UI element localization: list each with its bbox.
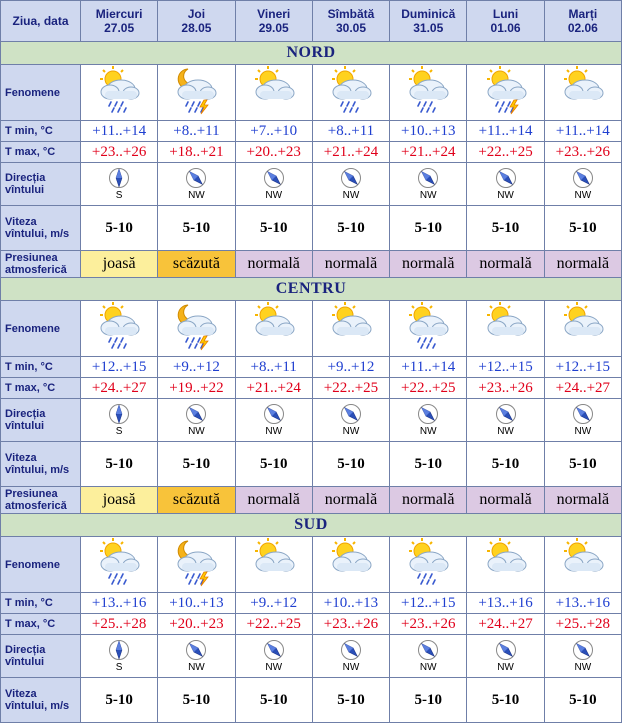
compass-icon (158, 403, 234, 425)
tmax-value: +23..+26 (81, 142, 158, 163)
tmax-row (1, 614, 622, 635)
wind-speed-value: 5-10 (81, 678, 158, 723)
wind-direction-label: NW (419, 662, 437, 673)
tmin-value: +7..+10 (235, 121, 312, 142)
tmin-value: +9..+12 (235, 593, 312, 614)
wind-direction-cell (390, 163, 467, 206)
compass-icon (545, 167, 621, 189)
tmax-value: +22..+25 (312, 378, 389, 399)
tmin-value: +13..+16 (544, 593, 621, 614)
wind-direction-label: S (115, 662, 123, 673)
weather-cell (312, 537, 389, 593)
compass-icon (81, 639, 157, 661)
weather-cell (467, 65, 544, 121)
wind-direction-cell (81, 635, 158, 678)
compass-icon (236, 639, 312, 661)
wind-direction-cell (544, 163, 621, 206)
wind-speed-value: 5-10 (235, 442, 312, 487)
wind-direction-cell (544, 635, 621, 678)
cloud-rain-sun-icon (400, 574, 456, 591)
weather-cell (81, 537, 158, 593)
cloud-thunder-moon-icon (168, 574, 224, 591)
tmin-value: +11..+14 (544, 121, 621, 142)
pressure-value: normală (544, 487, 621, 514)
wind-direction-cell (312, 635, 389, 678)
wind-direction-label: NW (342, 662, 360, 673)
wind-speed-value: 5-10 (544, 442, 621, 487)
tmin-value: +10..+13 (158, 593, 235, 614)
row-label: Direcția vîntului (1, 399, 81, 442)
wind-direction-label: NW (419, 426, 437, 437)
wind-speed-value: 5-10 (158, 206, 235, 251)
wind-direction-label: NW (497, 426, 514, 437)
compass-icon (158, 167, 234, 189)
tmin-row (1, 357, 622, 378)
wind-direction-label: NW (419, 190, 437, 201)
day-header (312, 1, 389, 42)
weather-cell (312, 301, 389, 357)
wind-direction-cell (158, 399, 235, 442)
cloud-rain-sun-icon (91, 574, 147, 591)
tmax-value: +25..+28 (544, 614, 621, 635)
pressure-value: joasă (81, 487, 158, 514)
tmax-value: +21..+24 (390, 142, 467, 163)
partly-cloudy-icon (323, 574, 379, 591)
tmax-value: +22..+25 (467, 142, 544, 163)
row-label: Viteza vîntului, m/s (1, 206, 81, 251)
row-label: Direcția vîntului (1, 635, 81, 678)
wind-direction-label: NW (188, 190, 205, 201)
wind-direction-row (1, 163, 622, 206)
row-label: Presiunea atmosferică (1, 251, 81, 278)
pressure-value: normală (312, 487, 389, 514)
cloud-rain-sun-icon (91, 338, 147, 355)
wind-speed-value: 5-10 (81, 206, 158, 251)
day-date: 29.05 (258, 21, 289, 35)
wind-direction-label: S (115, 190, 123, 201)
pressure-value: normală (544, 251, 621, 278)
day-name: Miercuri (95, 7, 143, 21)
region-row (1, 278, 622, 301)
wind-speed-value: 5-10 (81, 442, 158, 487)
day-header (158, 1, 235, 42)
wind-speed-value: 5-10 (235, 678, 312, 723)
day-header (235, 1, 312, 42)
phenomena-row (1, 301, 622, 357)
wind-direction-cell (544, 399, 621, 442)
cloud-thunder-moon-icon (168, 338, 224, 355)
region-row (1, 514, 622, 537)
compass-icon (467, 167, 543, 189)
wind-direction-label: NW (188, 662, 205, 673)
row-label: T min, °C (1, 357, 81, 378)
wind-direction-label: NW (574, 190, 592, 201)
wind-direction-cell (390, 635, 467, 678)
weather-cell (544, 301, 621, 357)
tmax-value: +22..+25 (390, 378, 467, 399)
weather-cell (235, 65, 312, 121)
wind-speed-value: 5-10 (467, 678, 544, 723)
weather-cell (390, 537, 467, 593)
wind-speed-value: 5-10 (467, 442, 544, 487)
day-name: Vineri (257, 7, 291, 21)
row-label: T max, °C (1, 378, 81, 399)
compass-icon (81, 167, 157, 189)
row-label: T max, °C (1, 614, 81, 635)
pressure-value: normală (390, 251, 467, 278)
tmax-value: +23..+26 (312, 614, 389, 635)
header-row (1, 1, 622, 42)
cloud-rain-sun-icon (400, 338, 456, 355)
weather-cell (81, 65, 158, 121)
row-label: T max, °C (1, 142, 81, 163)
wind-speed-value: 5-10 (235, 206, 312, 251)
tmax-value: +19..+22 (158, 378, 235, 399)
corner-label: Ziua, data (1, 1, 81, 42)
tmin-value: +12..+15 (467, 357, 544, 378)
tmax-value: +24..+27 (544, 378, 621, 399)
wind-direction-label: NW (265, 426, 283, 437)
day-date: 28.05 (181, 21, 212, 35)
wind-direction-cell (467, 163, 544, 206)
wind-speed-value: 5-10 (467, 206, 544, 251)
tmax-value: +24..+27 (81, 378, 158, 399)
row-label: T min, °C (1, 593, 81, 614)
tmin-value: +12..+15 (81, 357, 158, 378)
partly-cloudy-icon (555, 102, 611, 119)
day-date: 31.05 (413, 21, 444, 35)
tmax-value: +20..+23 (235, 142, 312, 163)
wind-direction-label: S (115, 426, 123, 437)
day-header (544, 1, 621, 42)
cloud-rain-sun-icon (400, 102, 456, 119)
wind-direction-cell (467, 399, 544, 442)
wind-direction-label: NW (497, 662, 514, 673)
cloud-thunder-moon-icon (168, 102, 224, 119)
wind-direction-cell (235, 163, 312, 206)
day-name: Luni (492, 7, 519, 21)
row-label: Fenomene (1, 301, 81, 357)
weather-cell (544, 65, 621, 121)
partly-cloudy-icon (246, 574, 302, 591)
day-header (467, 1, 544, 42)
wind-speed-value: 5-10 (158, 442, 235, 487)
weather-cell (467, 537, 544, 593)
wind-direction-label: NW (574, 662, 592, 673)
wind-direction-label: NW (342, 426, 360, 437)
day-name: Joi (187, 7, 206, 21)
weather-cell (390, 301, 467, 357)
compass-icon (545, 639, 621, 661)
weather-cell (467, 301, 544, 357)
weather-cell (544, 537, 621, 593)
weather-cell (158, 65, 235, 121)
cloud-thunder-sun-icon (478, 102, 534, 119)
wind-speed-value: 5-10 (390, 206, 467, 251)
pressure-value: joasă (81, 251, 158, 278)
wind-direction-cell (235, 399, 312, 442)
compass-icon (236, 403, 312, 425)
wind-direction-row (1, 635, 622, 678)
tmax-value: +25..+28 (81, 614, 158, 635)
tmin-value: +13..+16 (81, 593, 158, 614)
tmax-value: +20..+23 (158, 614, 235, 635)
compass-icon (313, 639, 389, 661)
wind-direction-row (1, 399, 622, 442)
tmin-value: +12..+15 (390, 593, 467, 614)
wind-direction-label: NW (265, 662, 283, 673)
row-label: Viteza vîntului, m/s (1, 678, 81, 723)
compass-icon (467, 403, 543, 425)
wind-direction-cell (81, 163, 158, 206)
day-date: 02.06 (567, 21, 598, 35)
cloud-rain-sun-icon (91, 102, 147, 119)
cloud-rain-sun-icon (323, 102, 379, 119)
partly-cloudy-icon (555, 338, 611, 355)
phenomena-row (1, 537, 622, 593)
tmin-value: +11..+14 (81, 121, 158, 142)
pressure-value: scăzută (158, 251, 235, 278)
phenomena-row (1, 65, 622, 121)
day-name: Sîmbătă (327, 7, 375, 21)
tmin-row (1, 593, 622, 614)
weather-cell (390, 65, 467, 121)
wind-direction-cell (158, 163, 235, 206)
wind-direction-cell (467, 635, 544, 678)
day-date: 27.05 (104, 21, 135, 35)
tmin-value: +10..+13 (390, 121, 467, 142)
weather-cell (81, 301, 158, 357)
day-header (81, 1, 158, 42)
partly-cloudy-icon (478, 574, 534, 591)
day-name: Duminică (401, 7, 456, 21)
wind-speed-row (1, 678, 622, 723)
tmax-value: +24..+27 (467, 614, 544, 635)
wind-direction-cell (312, 399, 389, 442)
wind-direction-label: NW (188, 426, 205, 437)
compass-icon (390, 167, 466, 189)
wind-direction-label: NW (265, 190, 283, 201)
tmax-value: +18..+21 (158, 142, 235, 163)
wind-speed-value: 5-10 (390, 442, 467, 487)
compass-icon (467, 639, 543, 661)
region-title: NORD (1, 42, 622, 65)
tmin-value: +9..+12 (312, 357, 389, 378)
partly-cloudy-icon (246, 338, 302, 355)
tmin-value: +10..+13 (312, 593, 389, 614)
tmin-value: +8..+11 (235, 357, 312, 378)
pressure-value: normală (467, 251, 544, 278)
wind-direction-label: NW (497, 190, 514, 201)
tmin-value: +11..+14 (467, 121, 544, 142)
wind-speed-row (1, 442, 622, 487)
weather-cell (235, 301, 312, 357)
tmin-value: +8..+11 (312, 121, 389, 142)
tmin-value: +12..+15 (544, 357, 621, 378)
row-label: T min, °C (1, 121, 81, 142)
wind-direction-label: NW (342, 190, 360, 201)
weather-cell (158, 537, 235, 593)
compass-icon (313, 167, 389, 189)
pressure-value: normală (312, 251, 389, 278)
wind-direction-cell (235, 635, 312, 678)
tmax-value: +23..+26 (467, 378, 544, 399)
compass-icon (313, 403, 389, 425)
wind-direction-label: NW (574, 426, 592, 437)
wind-speed-value: 5-10 (390, 678, 467, 723)
wind-speed-value: 5-10 (312, 678, 389, 723)
tmax-value: +23..+26 (544, 142, 621, 163)
tmax-value: +21..+24 (235, 378, 312, 399)
compass-icon (390, 639, 466, 661)
day-date: 30.05 (335, 21, 366, 35)
pressure-row (1, 251, 622, 278)
wind-direction-cell (312, 163, 389, 206)
pressure-value: scăzută (158, 487, 235, 514)
compass-icon (158, 639, 234, 661)
day-name: Marți (568, 7, 598, 21)
compass-icon (545, 403, 621, 425)
partly-cloudy-icon (323, 338, 379, 355)
tmax-row (1, 142, 622, 163)
pressure-value: normală (467, 487, 544, 514)
tmin-value: +9..+12 (158, 357, 235, 378)
partly-cloudy-icon (555, 574, 611, 591)
region-row (1, 42, 622, 65)
row-label: Viteza vîntului, m/s (1, 442, 81, 487)
row-label: Direcția vîntului (1, 163, 81, 206)
tmax-value: +21..+24 (312, 142, 389, 163)
day-date: 01.06 (490, 21, 521, 35)
wind-speed-value: 5-10 (158, 678, 235, 723)
wind-speed-value: 5-10 (312, 206, 389, 251)
pressure-value: normală (235, 251, 312, 278)
wind-speed-value: 5-10 (544, 206, 621, 251)
row-label: Presiunea atmosferică (1, 487, 81, 514)
wind-speed-row (1, 206, 622, 251)
row-label: Fenomene (1, 537, 81, 593)
wind-direction-cell (81, 399, 158, 442)
compass-icon (81, 403, 157, 425)
weather-cell (158, 301, 235, 357)
wind-direction-cell (158, 635, 235, 678)
day-header (390, 1, 467, 42)
compass-icon (236, 167, 312, 189)
tmin-value: +13..+16 (467, 593, 544, 614)
compass-icon (390, 403, 466, 425)
weather-cell (312, 65, 389, 121)
row-label: Fenomene (1, 65, 81, 121)
wind-speed-value: 5-10 (312, 442, 389, 487)
region-title: CENTRU (1, 278, 622, 301)
weather-cell (235, 537, 312, 593)
tmax-row (1, 378, 622, 399)
forecast-body (1, 1, 622, 723)
region-title: SUD (1, 514, 622, 537)
wind-direction-cell (390, 399, 467, 442)
tmin-row (1, 121, 622, 142)
partly-cloudy-icon (246, 102, 302, 119)
wind-speed-value: 5-10 (544, 678, 621, 723)
pressure-row (1, 487, 622, 514)
tmin-value: +11..+14 (390, 357, 467, 378)
partly-cloudy-icon (478, 338, 534, 355)
tmin-value: +8..+11 (158, 121, 235, 142)
tmax-value: +23..+26 (390, 614, 467, 635)
tmax-value: +22..+25 (235, 614, 312, 635)
pressure-value: normală (235, 487, 312, 514)
pressure-value: normală (390, 487, 467, 514)
